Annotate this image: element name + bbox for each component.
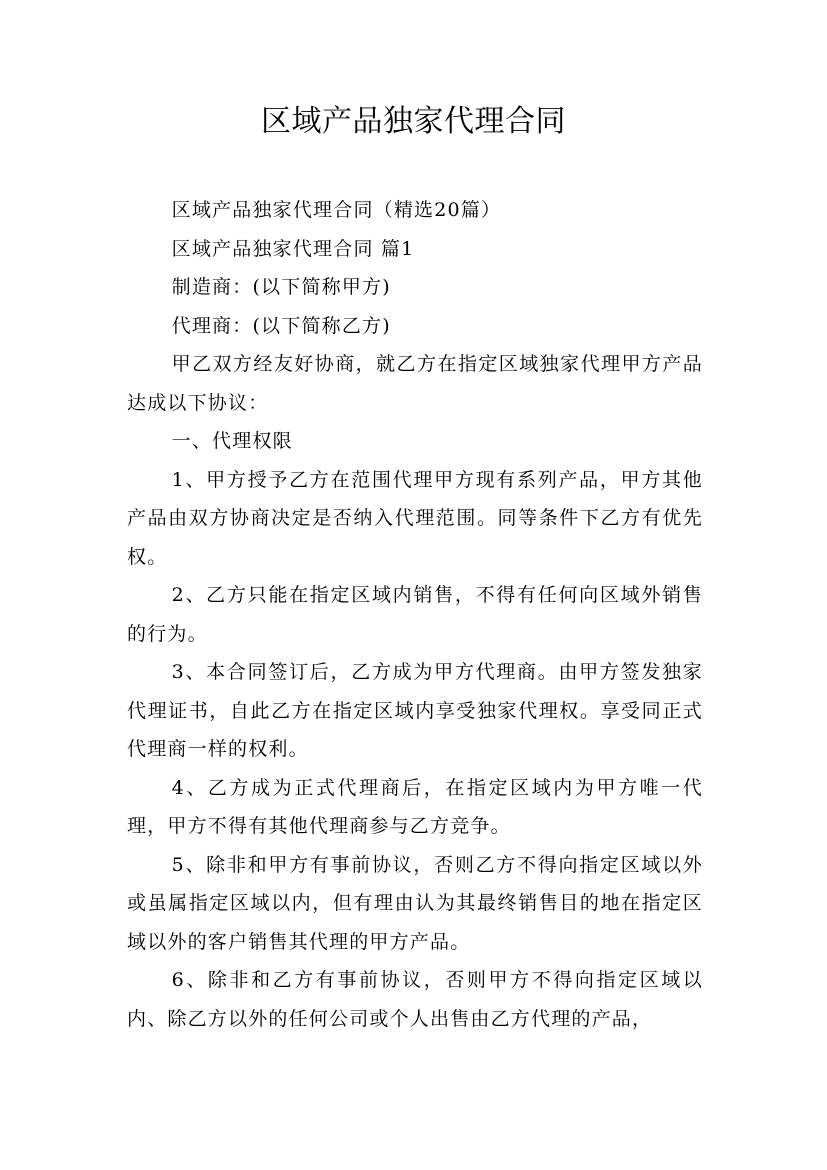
paragraph-clause-6: 6、除非和乙方有事前协议，否则甲方不得向指定区域以内、除乙方以外的任何公司或个人出售由乙方代理的产品， [127,969,703,1030]
paragraph-manufacturer: 制造商：(以下简称甲方) [171,276,391,298]
document-title: 区域产品独家代理合同 [261,104,566,139]
paragraph-clause-1: 1、甲方授予乙方在范围代理甲方现有系列产品，甲方其他产品由双方协商决定是否纳入代理范围。同等条件下乙方有优先权。 [127,468,703,568]
paragraph-clause-3: 3、本合同签订后，乙方成为甲方代理商。由甲方签发独家代理证书，自此乙方在指定区域内享受独家代理权。享受同正式代理商一样的权利。 [127,661,703,760]
document-body [127,191,703,1038]
paragraph-clause-4: 4、乙方成为正式代理商后，在指定区域内为甲方唯一代理，甲方不得有其他代理商参与乙方竞争。 [127,776,703,837]
paragraph-intro: 甲乙双方经友好协商，就乙方在指定区域独家代理甲方产品达成以下协议： [127,353,703,414]
paragraph-clause-2: 2、乙方只能在指定区域内销售，不得有任何向区域外销售的行为。 [127,584,703,645]
paragraph-clause-heading: 一、代理权限 [171,430,293,452]
paragraph-clause-5: 5、除非和甲方有事前协议，否则乙方不得向指定区域以外或虽属指定区域以内，但有理由认为其最终销售目的地在指定区域以外的客户销售其代理的甲方产品。 [127,853,703,953]
paragraph-agent: 代理商：(以下简称乙方) [171,314,391,337]
paragraph-subtitle: 区域产品独家代理合同（精选20篇） [171,199,502,221]
paragraph-section-heading: 区域产品独家代理合同 篇1 [171,237,415,260]
